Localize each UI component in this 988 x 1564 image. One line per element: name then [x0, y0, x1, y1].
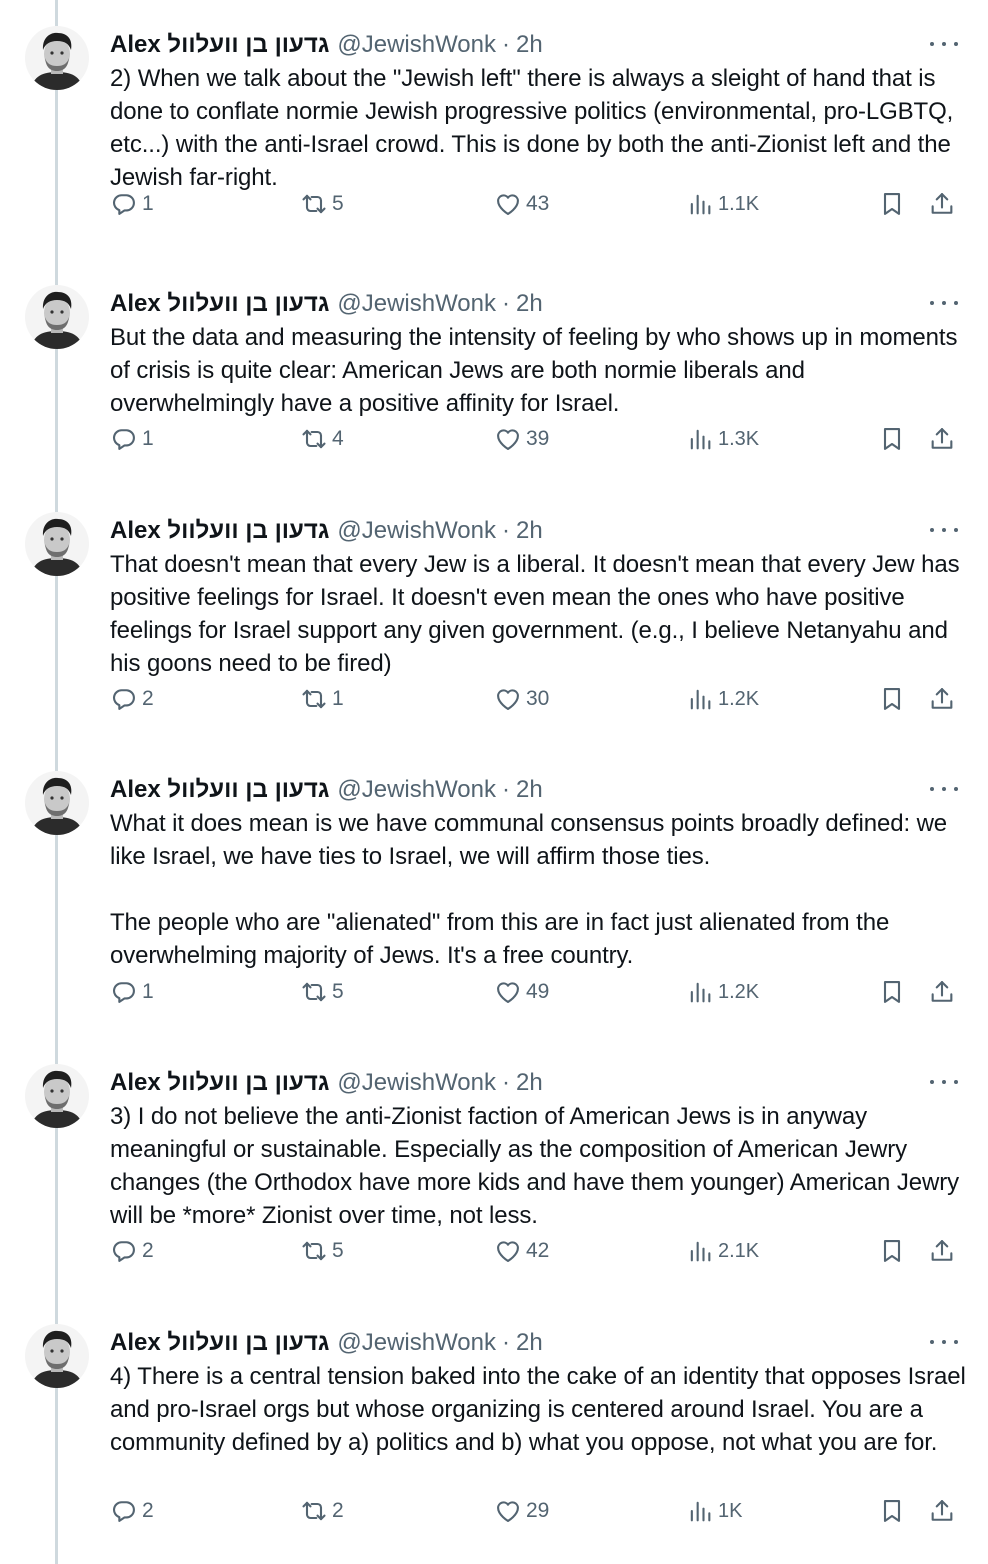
heart-icon [494, 425, 522, 453]
heart-icon [494, 685, 522, 713]
author-name[interactable]: Alex גדעון בן וועלוול [110, 1329, 330, 1356]
views-count: 1.1K [718, 192, 760, 215]
views-count: 1.3K [718, 427, 760, 450]
views-icon [686, 685, 714, 713]
views-button[interactable] [686, 422, 759, 456]
separator-dot: · [502, 517, 510, 544]
avatar[interactable] [25, 771, 89, 835]
like-count: 42 [526, 1239, 550, 1262]
retweet-icon [300, 978, 328, 1006]
tweet-text: What it does mean is we have communal consensus points broadly defined: we like Israel, we have ties to Israel, we will affirm those ties. The people who are "alienated" from this are in fact just alienated from the overwhelming majority of Jews. It's a free country. [110, 810, 948, 969]
more-icon[interactable] [930, 518, 958, 542]
share-button[interactable] [928, 422, 956, 456]
bookmark-button[interactable] [878, 1234, 906, 1268]
reply-count: 2 [142, 687, 154, 710]
share-button[interactable] [928, 1234, 956, 1268]
share-icon [928, 425, 956, 453]
bookmark-button[interactable] [878, 1494, 906, 1528]
like-button[interactable] [494, 187, 549, 221]
retweet-count: 1 [332, 687, 344, 710]
author-handle[interactable]: @JewishWonk [337, 776, 496, 803]
separator-dot: · [502, 31, 510, 58]
like-count: 30 [526, 687, 550, 710]
author-handle[interactable]: @JewishWonk [337, 517, 496, 544]
reply-count: 1 [142, 427, 154, 450]
reply-icon [110, 978, 138, 1006]
views-count: 1.2K [718, 980, 760, 1003]
retweet-count: 2 [332, 1499, 344, 1522]
retweet-icon [300, 190, 328, 218]
reply-button[interactable] [110, 422, 154, 456]
retweet-button[interactable] [300, 682, 344, 716]
retweet-count: 5 [332, 980, 344, 1003]
heart-icon [494, 1497, 522, 1525]
views-button[interactable] [686, 1234, 759, 1268]
reply-button[interactable] [110, 187, 154, 221]
retweet-button[interactable] [300, 422, 344, 456]
reply-count: 2 [142, 1499, 154, 1522]
reply-icon [110, 1237, 138, 1265]
more-icon[interactable] [930, 291, 958, 315]
timestamp[interactable]: 2h [516, 31, 543, 58]
avatar[interactable] [25, 285, 89, 349]
bookmark-button[interactable] [878, 187, 906, 221]
author-handle[interactable]: @JewishWonk [337, 1069, 496, 1096]
author-handle[interactable]: @JewishWonk [337, 290, 496, 317]
reply-icon [110, 190, 138, 218]
tweet-text: That doesn't mean that every Jew is a liberal. It doesn't mean that every Jew has positive feelings for Israel. It doesn't even mean the ones who have positive feelings for Israel support any given government. (e.g., I believe Netanyahu and his goons need to be fired) [110, 551, 960, 677]
author-name[interactable]: Alex גדעון בן וועלוול [110, 517, 330, 544]
like-button[interactable] [494, 682, 549, 716]
bookmark-icon [878, 425, 906, 453]
reply-button[interactable] [110, 682, 154, 716]
tweet-actions [110, 187, 970, 221]
reply-icon [110, 685, 138, 713]
more-icon[interactable] [930, 32, 958, 56]
reply-button[interactable] [110, 1234, 154, 1268]
bookmark-icon [878, 1497, 906, 1525]
tweet-text: 3) I do not believe the anti-Zionist faction of American Jews is in anyway meaningful or sustainable. Especially as the composition of American Jewry changes (the Orthodox have more kids and have them younger) American Jewry will be *more* Zionist over time, not less. [110, 1103, 960, 1229]
tweet-text: But the data and measuring the intensity of feeling by who shows up in moments of crisis is quite clear: American Jews are both normie liberals and overwhelmingly have a positive affinity for Israel. [110, 324, 958, 417]
share-icon [928, 1237, 956, 1265]
like-count: 49 [526, 980, 550, 1003]
tweet-actions [110, 975, 970, 1009]
tweet-header [110, 1066, 543, 1100]
separator-dot: · [502, 290, 510, 317]
share-button[interactable] [928, 187, 956, 221]
bookmark-button[interactable] [878, 422, 906, 456]
bookmark-button[interactable] [878, 975, 906, 1009]
retweet-button[interactable] [300, 975, 344, 1009]
reply-icon [110, 1497, 138, 1525]
tweet-text: 4) There is a central tension baked into the cake of an identity that opposes Israel and pro-Israel orgs but whose organizing is centered around Israel. You are a community defined by a) politics and b) what you oppose, not what you are for. [110, 1363, 966, 1456]
timestamp[interactable]: 2h [516, 290, 543, 317]
tweet-actions [110, 422, 970, 456]
retweet-count: 5 [332, 192, 344, 215]
reply-icon [110, 425, 138, 453]
retweet-count: 5 [332, 1239, 344, 1262]
author-handle[interactable]: @JewishWonk [337, 1329, 496, 1356]
share-icon [928, 1497, 956, 1525]
tweet-actions [110, 1494, 970, 1528]
share-icon [928, 978, 956, 1006]
views-count: 1.2K [718, 687, 760, 710]
author-name[interactable]: Alex גדעון בן וועלוול [110, 776, 330, 803]
more-icon[interactable] [930, 777, 958, 801]
tweet-actions [110, 1234, 970, 1268]
more-icon[interactable] [930, 1070, 958, 1094]
retweet-count: 4 [332, 427, 344, 450]
heart-icon [494, 1237, 522, 1265]
retweet-icon [300, 1497, 328, 1525]
bookmark-icon [878, 978, 906, 1006]
tweet-header [110, 773, 543, 807]
avatar[interactable] [25, 512, 89, 576]
views-button[interactable] [686, 187, 759, 221]
views-button[interactable] [686, 1494, 742, 1528]
views-icon [686, 1497, 714, 1525]
separator-dot: · [502, 1069, 510, 1096]
timestamp[interactable]: 2h [516, 1069, 543, 1096]
like-button[interactable] [494, 1234, 549, 1268]
share-button[interactable] [928, 1494, 956, 1528]
share-icon [928, 685, 956, 713]
separator-dot: · [502, 1329, 510, 1356]
tweet-text: 2) When we talk about the "Jewish left" there is always a sleight of hand that is done to conflate normie Jewish progressive politics (environmental, pro-LGBTQ, etc...) with the anti-Israel crowd. This is done by both the anti-Zionist left and the Jewish far-right. [110, 65, 954, 191]
views-icon [686, 978, 714, 1006]
author-handle[interactable]: @JewishWonk [337, 31, 496, 58]
retweet-button[interactable] [300, 187, 344, 221]
avatar[interactable] [25, 1324, 89, 1388]
bookmark-icon [878, 190, 906, 218]
tweet-actions [110, 682, 970, 716]
like-button[interactable] [494, 975, 549, 1009]
timestamp[interactable]: 2h [516, 776, 543, 803]
timestamp[interactable]: 2h [516, 1329, 543, 1356]
views-count: 1K [718, 1499, 743, 1522]
reply-count: 2 [142, 1239, 154, 1262]
retweet-icon [300, 1237, 328, 1265]
tweet-header [110, 287, 543, 321]
author-name[interactable]: Alex גדעון בן וועלוול [110, 290, 330, 317]
tweet-header [110, 1326, 543, 1360]
heart-icon [494, 978, 522, 1006]
author-name[interactable]: Alex גדעון בן וועלוול [110, 31, 330, 58]
reply-count: 1 [142, 192, 154, 215]
bookmark-icon [878, 685, 906, 713]
author-name[interactable]: Alex גדעון בן וועלוול [110, 1069, 330, 1096]
views-icon [686, 1237, 714, 1265]
avatar[interactable] [25, 26, 89, 90]
share-button[interactable] [928, 975, 956, 1009]
reply-button[interactable] [110, 975, 154, 1009]
views-count: 2.1K [718, 1239, 760, 1262]
share-button[interactable] [928, 682, 956, 716]
heart-icon [494, 190, 522, 218]
bookmark-icon [878, 1237, 906, 1265]
retweet-button[interactable] [300, 1494, 344, 1528]
more-icon[interactable] [930, 1330, 958, 1354]
timestamp[interactable]: 2h [516, 517, 543, 544]
retweet-icon [300, 425, 328, 453]
views-button[interactable] [686, 975, 759, 1009]
like-count: 43 [526, 192, 550, 215]
views-icon [686, 425, 714, 453]
separator-dot: · [502, 776, 510, 803]
reply-count: 1 [142, 980, 154, 1003]
retweet-button[interactable] [300, 1234, 344, 1268]
retweet-icon [300, 685, 328, 713]
like-count: 39 [526, 427, 550, 450]
views-button[interactable] [686, 682, 759, 716]
like-button[interactable] [494, 1494, 549, 1528]
like-count: 29 [526, 1499, 550, 1522]
reply-button[interactable] [110, 1494, 154, 1528]
bookmark-button[interactable] [878, 682, 906, 716]
like-button[interactable] [494, 422, 549, 456]
share-icon [928, 190, 956, 218]
views-icon [686, 190, 714, 218]
tweet-header [110, 28, 543, 62]
avatar[interactable] [25, 1064, 89, 1128]
tweet-header [110, 514, 543, 548]
